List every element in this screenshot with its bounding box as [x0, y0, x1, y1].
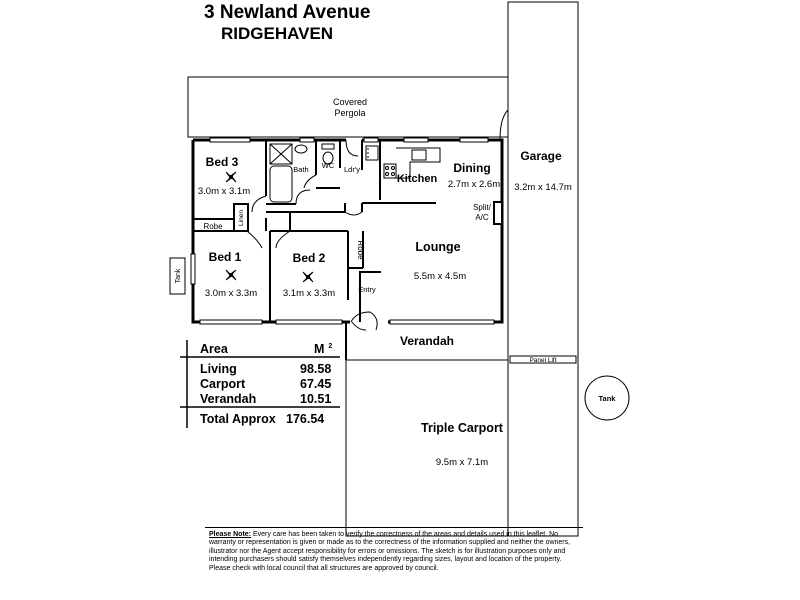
- robe-bed3-label: Robe: [203, 222, 223, 231]
- dining-size: 2.7m x 2.6m: [447, 179, 501, 190]
- basin: [295, 145, 307, 153]
- garage-size: 3.2m x 14.7m: [514, 182, 572, 193]
- bed2-size: 3.1m x 3.3m: [282, 288, 336, 299]
- garage-label: Garage: [520, 149, 562, 163]
- bed3-label: Bed 3: [205, 155, 239, 169]
- linen-label: Linen: [238, 210, 245, 226]
- area-value-verandah: 10.51: [300, 392, 332, 406]
- kitchen-sink: [412, 150, 426, 160]
- outline-structures: [188, 2, 578, 536]
- bathtub: [270, 166, 292, 202]
- verandah-label: Verandah: [399, 334, 455, 348]
- laundry-label: Ldr'y: [343, 165, 361, 174]
- covered-pergola-label-1: Covered: [332, 97, 368, 107]
- area-label-carport: Carport: [200, 377, 246, 391]
- bed1-label: Bed 1: [208, 250, 242, 264]
- area-label-total: Total Approx: [200, 412, 276, 426]
- lounge-size: 5.5m x 4.5m: [413, 271, 467, 282]
- robe-bed2-label: Robe: [356, 240, 365, 260]
- disclaimer-note: [205, 527, 583, 595]
- dining-label: Dining: [453, 161, 491, 175]
- lounge-label: Lounge: [415, 240, 461, 254]
- address-title: 3 Newland Avenue: [204, 2, 371, 23]
- split-ac-label-1: Split/: [473, 203, 491, 212]
- area-value-living: 98.58: [300, 362, 332, 376]
- triple-carport-label: Triple Carport: [421, 421, 503, 435]
- area-value-carport: 67.45: [300, 377, 332, 391]
- panel-lift-label: Panel Lift: [529, 357, 557, 364]
- area-unit-header: M: [314, 342, 325, 356]
- covered-pergola-label-2: Pergola: [334, 108, 366, 118]
- area-value-total: 176.54: [286, 412, 325, 426]
- bed2-label: Bed 2: [292, 251, 326, 265]
- disclaimer-heading: Please Note:: [209, 531, 252, 538]
- area-label-verandah: Verandah: [200, 392, 257, 406]
- bed1-size: 3.0m x 3.3m: [204, 288, 258, 299]
- disclaimer-text: Every care has been taken to verify the correctness of the areas and details used in this leaflet. No warranty or representation is given or made as to the correctness of the information supplied and neither the owners, illustrator nor the Agent accept responsibility for errors or omissions. The sketch is for illustration purposes only and intending purchasers should satisfy themselves independently regarding sizes, layout and location of the property. Please check with local council that all structures are approved by council.: [209, 531, 571, 572]
- area-col-header: Area: [200, 342, 228, 356]
- bath-label: Bath: [293, 165, 309, 174]
- garage-outline: [508, 2, 578, 536]
- tank-left-label: Tank: [175, 268, 182, 284]
- area-label-living: Living: [200, 362, 237, 376]
- tank-right-label: Tank: [598, 394, 616, 403]
- split-ac-label-2: A/C: [475, 213, 489, 222]
- wc-label: WC: [321, 161, 335, 170]
- triple-carport-outline: [346, 360, 578, 536]
- kitchen-label: Kitchen: [396, 173, 438, 185]
- bed3-size: 3.0m x 3.1m: [197, 186, 251, 197]
- area-unit-sup: 2: [328, 342, 333, 350]
- triple-carport-size: 9.5m x 7.1m: [435, 457, 489, 468]
- covered-pergola-outline: [188, 77, 508, 137]
- entry-label: Entry: [358, 285, 376, 294]
- suburb-title: RIDGEHAVEN: [221, 24, 334, 43]
